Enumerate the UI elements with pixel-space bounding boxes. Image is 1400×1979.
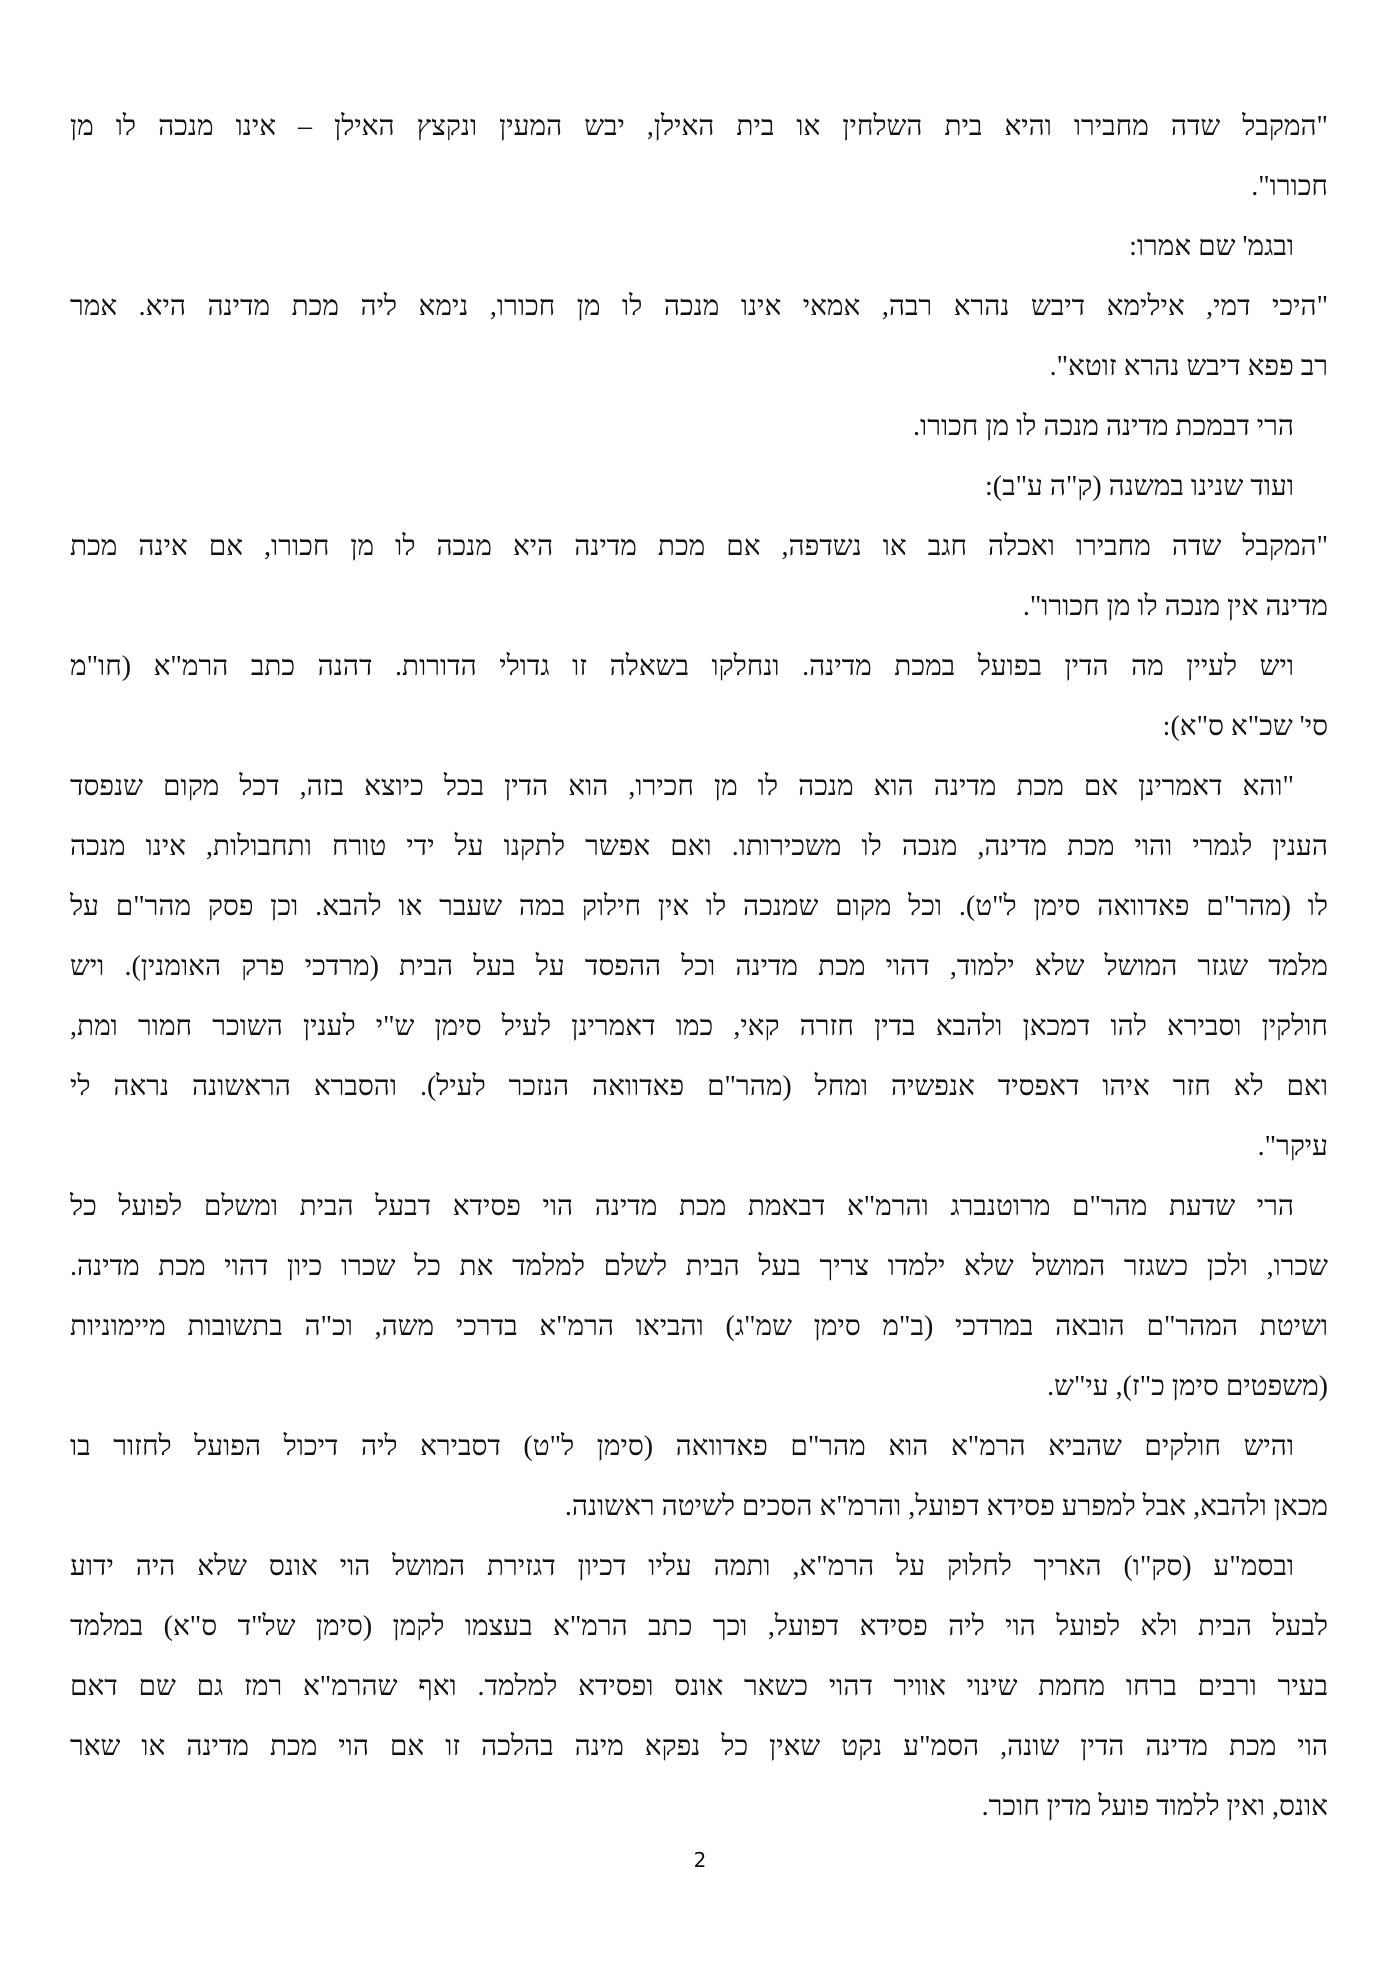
text-line: עיקר". <box>1257 1131 1328 1162</box>
text-line: "המקבל שדה מחבירו ואכלה חגב או נשדפה, אם מכת מדינה היא מנכה לו מן חכורו, אם אינה מכת <box>70 531 1328 562</box>
text-line: מדינה אין מנכה לו מן חכורו". <box>1022 591 1328 622</box>
document-body <box>70 104 1328 1844</box>
text-line: ושיטת המהר"ם הובאה במרדכי (ב"מ סימן שמ"ג) והביאו הרמ"א בדרכי משה, וכ"ה בתשובות מיימוניות <box>70 1311 1328 1342</box>
text-line: שכרו, ולכן כשגזר המושל שלא ילמדו צריך בעל הבית לשלם למלמד את כל שכרו כיון דהוי מכת מדינה. <box>70 1251 1328 1282</box>
text-line: חכורו". <box>1251 171 1328 202</box>
text-line: הוי מכת מדינה הדין שונה, הסמ"ע נקט שאין כל נפקא מינה בהלכה זו אם הוי מכת מדינה או שאר <box>70 1731 1328 1762</box>
text-line: לו (מהר"ם פאדוואה סימן ל"ט). וכל מקום שמנכה לו אין חילוק במה שעבר או להבא. וכן פסק מהר"ם על <box>70 891 1328 922</box>
text-line: אונס, ואין ללמוד פועל מדין חוכר. <box>981 1791 1328 1822</box>
text-line: ואם לא חזר איהו דאפסיד אנפשיה ומחל (מהר"ם פאדוואה הנזכר לעיל). והסברא הראשונה נראה לי <box>70 1071 1328 1102</box>
text-line: לבעל הבית ולא לפועל הוי ליה פסידא דפועל, וכך כתב הרמ"א בעצמו לקמן (סימן של"ד ס"א) במלמד <box>70 1611 1328 1642</box>
text-line: הענין לגמרי והוי מכת מדינה, מנכה לו משכירותו. ואם אפשר לתקנו על ידי טורח ותחבולות, אינו מנכה <box>70 831 1328 862</box>
text-line: ועוד שנינו במשנה (ק"ה ע"ב): <box>984 471 1294 502</box>
text-line: "היכי דמי, אילימא דיבש נהרא רבה, אמאי אינו מנכה לו מן חכורו, נימא ליה מכת מדינה היא. אמר <box>70 291 1328 322</box>
text-line: "והא דאמרינן אם מכת מדינה הוא מנכה לו מן חכירו, הוא הדין בכל כיוצא בזה, דכל מקום שנפסד <box>70 771 1294 802</box>
text-line: חולקין וסבירא להו דמכאן ולהבא בדין חזרה קאי, כמו דאמרינן לעיל סימן ש"י לענין השוכר חמור ומת, <box>70 1011 1328 1042</box>
text-line: הרי דבמכת מדינה מנכה לו מן חכורו. <box>913 411 1294 442</box>
page-number: 2 <box>693 1848 707 1872</box>
text-line: מכאן ולהבא, אבל למפרע פסידא דפועל, והרמ"א הסכים לשיטה ראשונה. <box>564 1491 1328 1522</box>
text-line: ובגמ' שם אמרו: <box>1129 231 1294 262</box>
text-line: ובסמ"ע (סק"ו) האריך לחלוק על הרמ"א, ותמה עליו דכיון דגזירת המושל הוי אונס שלא היה ידוע <box>70 1551 1294 1582</box>
text-line: ויש לעיין מה הדין בפועל במכת מדינה. ונחלקו בשאלה זו גדולי הדורות. דהנה כתב הרמ"א (חו"מ <box>70 651 1294 682</box>
text-line: והיש חולקים שהביא הרמ"א הוא מהר"ם פאדוואה (סימן ל"ט) דסבירא ליה דיכול הפועל לחזור בו <box>70 1431 1294 1462</box>
text-line: מלמד שגזר המושל שלא ילמוד, דהוי מכת מדינה וכל ההפסד על בעל הבית (מרדכי פרק האומנין). ויש <box>70 951 1328 982</box>
text-line: (משפטים סימן כ"ז), עי"ש. <box>1047 1371 1328 1402</box>
text-line: רב פפא דיבש נהרא זוטא". <box>1049 351 1328 382</box>
text-line: בעיר ורבים ברחו מחמת שינוי אוויר דהוי כשאר אונס ופסידא למלמד. ואף שהרמ"א רמז גם שם דאם <box>70 1671 1328 1702</box>
text-line: הרי שדעת מהר"ם מרוטנברג והרמ"א דבאמת מכת מדינה הוי פסידא דבעל הבית ומשלם לפועל כל <box>70 1191 1294 1222</box>
text-line: "המקבל שדה מחבירו והיא בית השלחין או בית האילן, יבש המעין ונקצץ האילן – אינו מנכה לו מן <box>70 111 1328 142</box>
text-line: סי' שכ"א ס"א): <box>1162 711 1328 742</box>
